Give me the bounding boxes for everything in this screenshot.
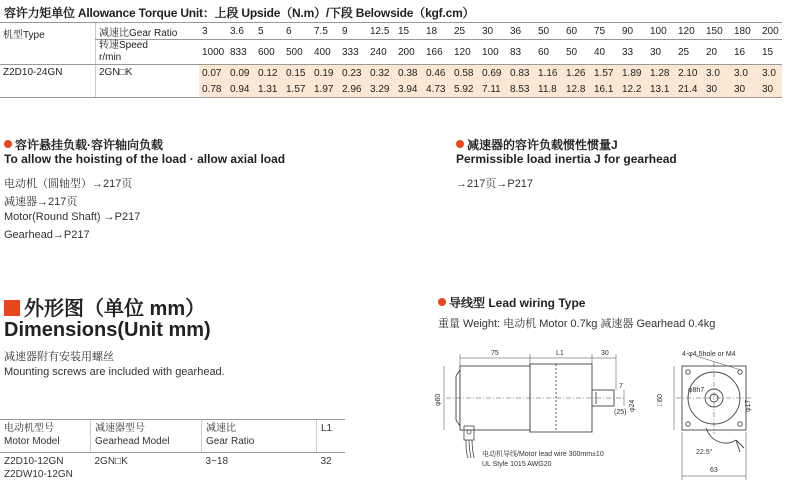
- bullet-icon: [456, 140, 464, 148]
- l1-cell: 32: [320, 456, 332, 467]
- model-table-row: [0, 453, 345, 484]
- load-line: 电动机（圆轴型）→217页: [4, 178, 133, 190]
- belowside-cell: 12.2: [619, 81, 647, 98]
- dim-phi24: φ24: [629, 399, 636, 412]
- speed-cell: 33: [619, 40, 647, 65]
- belowside-cell: 1.57: [283, 81, 311, 98]
- upside-cell: 0.19: [311, 65, 339, 82]
- speed-cell: 40: [591, 40, 619, 65]
- square-icon: [4, 300, 20, 316]
- col-gear-ratio-en: Gear Ratio: [206, 436, 255, 447]
- speed-cell: 83: [507, 40, 535, 65]
- belowside-cell: 1.97: [311, 81, 339, 98]
- ratio-cell: 5: [255, 23, 283, 40]
- load-heading-cn: [4, 136, 163, 153]
- dimension-drawing: [436, 348, 796, 488]
- upside-cell: 0.69: [479, 65, 507, 82]
- belowside-cell: 7.11: [479, 81, 507, 98]
- speed-cell: 240: [367, 40, 395, 65]
- belowside-cell: 30: [759, 81, 782, 98]
- speed-cell: 600: [255, 40, 283, 65]
- inertia-line: →217页→P217: [456, 178, 534, 190]
- gearhead-model: 2GN□K: [96, 65, 200, 98]
- load-line: 减速器→217页: [4, 196, 78, 208]
- belowside-cell: 12.8: [563, 81, 591, 98]
- speed-cell: 16: [731, 40, 759, 65]
- belowside-cell: 5.92: [451, 81, 479, 98]
- ratio-cell: 120: [675, 23, 703, 40]
- belowside-cell: 16.1: [591, 81, 619, 98]
- load-line: Gearhead→P217: [4, 229, 90, 241]
- motor-model-2: Z2DW10-12GN: [4, 469, 73, 480]
- dim-63: 63: [710, 467, 718, 474]
- dimensions-title-en: Dimensions(Unit mm): [4, 319, 211, 341]
- ratio-cell: 3: [199, 23, 227, 40]
- model-table: [0, 419, 345, 483]
- col-gear-ratio-cn: 减速比: [206, 423, 236, 434]
- speed-cell: 200: [395, 40, 423, 65]
- inertia-heading-cn: [456, 136, 618, 153]
- speed-cell: 25: [675, 40, 703, 65]
- dim-phi17: φ17: [745, 399, 752, 412]
- upside-cell: 0.23: [339, 65, 367, 82]
- motor-side-view: [446, 364, 626, 432]
- dimensions-title-cn-text: 外形图（单位 mm）: [24, 298, 206, 320]
- ratio-cell: 9: [339, 23, 367, 40]
- bullet-icon: [438, 298, 446, 306]
- upside-cell: 3.0: [759, 65, 782, 82]
- wire-note-2: UL Style 1015 AWG20: [482, 461, 552, 468]
- speed-cell: 20: [703, 40, 731, 65]
- belowside-cell: 2.96: [339, 81, 367, 98]
- speed-label: [96, 40, 200, 65]
- ratio-cell: 30: [479, 23, 507, 40]
- speed-cell: 500: [283, 40, 311, 65]
- col-motor-model-cn: 电动机型号: [4, 423, 54, 434]
- load-heading-en: To allow the hoisting of the load · allow axial load: [4, 152, 286, 166]
- ratio-cell: 60: [563, 23, 591, 40]
- inertia-heading-cn-text: 减速器的容许负载惯性惯量J: [467, 138, 618, 152]
- col-gear-ratio: [202, 420, 317, 453]
- dim-225: 22.5°: [696, 449, 713, 456]
- speed-cell: 166: [423, 40, 451, 65]
- belowside-cell: 0.94: [227, 81, 255, 98]
- upside-cell: 3.0: [703, 65, 731, 82]
- belowside-cell: 3.29: [367, 81, 395, 98]
- upside-cell: 2.10: [675, 65, 703, 82]
- upside-cell: 1.26: [563, 65, 591, 82]
- upside-cell: 0.15: [283, 65, 311, 82]
- ratio-cell: 36: [507, 23, 535, 40]
- ratio-cell: 200: [759, 23, 782, 40]
- ratio-cell: 3.6: [227, 23, 255, 40]
- gearhead-model-cell: 2GN□K: [94, 456, 128, 467]
- ratio-cell: 50: [535, 23, 563, 40]
- col-l1: L1: [317, 420, 346, 453]
- ratio-cell: 180: [731, 23, 759, 40]
- speed-cell: 120: [451, 40, 479, 65]
- upside-cell: 1.28: [647, 65, 675, 82]
- upside-cell: 0.32: [367, 65, 395, 82]
- dim-box60: □60: [657, 393, 664, 406]
- wiring-weight: 重量 Weight: 电动机 Motor 0.7kg 减速器 Gearhead 0.4kg: [438, 318, 716, 330]
- load-line: Motor(Round Shaft) →P217: [4, 211, 141, 223]
- ratio-cell: 12.5: [367, 23, 395, 40]
- belowside-cell: 13.1: [647, 81, 675, 98]
- motor-model: Z2D10-24GN: [0, 65, 96, 98]
- motor-models: [0, 453, 91, 484]
- col-gearhead-model-cn: 减速器型号: [95, 423, 145, 434]
- upside-cell: 1.57: [591, 65, 619, 82]
- belowside-cell: 3.94: [395, 81, 423, 98]
- ratio-cell: 18: [423, 23, 451, 40]
- wiring-heading: [438, 294, 585, 311]
- inertia-heading-en: Permissible load inertia J for gearhead: [456, 152, 677, 166]
- upside-cell: 0.09: [227, 65, 255, 82]
- upside-cell: 0.12: [255, 65, 283, 82]
- ratio-cell: 90: [619, 23, 647, 40]
- ratio-cell: 6: [283, 23, 311, 40]
- ratio-cell: 150: [703, 23, 731, 40]
- dim-l1: L1: [556, 350, 564, 357]
- speed-cell: 833: [227, 40, 255, 65]
- lead-wires-icon: [464, 426, 474, 458]
- ratio-label: 减速比Gear Ratio: [96, 23, 200, 40]
- wiring-heading-text: 导线型 Lead wiring Type: [449, 296, 586, 310]
- ratio-cell: 75: [591, 23, 619, 40]
- ratio-cell: 100: [647, 23, 675, 40]
- gear-ratio-cell: 3~18: [205, 456, 229, 467]
- load-heading-cn-text: 容许悬挂负载·容许轴向负载: [15, 138, 163, 152]
- ratio-cell: 15: [395, 23, 423, 40]
- belowside-cell: 0.78: [199, 81, 227, 98]
- belowside-cell: 4.73: [423, 81, 451, 98]
- dim-phi60: φ60: [435, 393, 442, 406]
- upside-cell: 0.83: [507, 65, 535, 82]
- ratio-row: [0, 23, 782, 40]
- upside-cell: 0.38: [395, 65, 423, 82]
- upside-cell: 3.0: [731, 65, 759, 82]
- speed-cell: 15: [759, 40, 782, 65]
- belowside-cell: 21.4: [675, 81, 703, 98]
- speed-cell: 60: [535, 40, 563, 65]
- dimensions-note-cn: 减速器附有安装用螺丝: [4, 351, 114, 363]
- dim-30: 30: [601, 350, 609, 357]
- col-gearhead-model: [91, 420, 202, 453]
- speed-cell: 100: [479, 40, 507, 65]
- speed-label-text: 转速Speed: [99, 40, 148, 51]
- bullet-icon: [4, 140, 12, 148]
- dim-phi8h7: φ8h7: [688, 387, 705, 394]
- speed-unit: r/min: [99, 52, 122, 63]
- speed-cell: 50: [563, 40, 591, 65]
- upside-cell: 1.16: [535, 65, 563, 82]
- dim-key: (25): [614, 409, 627, 416]
- speed-cell: 333: [339, 40, 367, 65]
- speed-cell: 30: [647, 40, 675, 65]
- speed-cell: 400: [311, 40, 339, 65]
- dim-75: 75: [491, 350, 499, 357]
- ratio-cell: 25: [451, 23, 479, 40]
- motor-front-view: [676, 362, 752, 452]
- model-label: 机型Type: [0, 23, 96, 65]
- speed-cell: 1000: [199, 40, 227, 65]
- speed-row: [0, 40, 782, 65]
- belowside-cell: 8.53: [507, 81, 535, 98]
- belowside-cell: 11.8: [535, 81, 563, 98]
- col-motor-model: [0, 420, 91, 453]
- torque-table: [0, 22, 782, 98]
- belowside-cell: 30: [703, 81, 731, 98]
- belowside-cell: 30: [731, 81, 759, 98]
- ratio-cell: 7.5: [311, 23, 339, 40]
- col-motor-model-en: Motor Model: [4, 436, 60, 447]
- belowside-cell: 1.31: [255, 81, 283, 98]
- upside-cell: 0.46: [423, 65, 451, 82]
- model-table-header: [0, 420, 345, 453]
- wire-note-1: 电动机导线/Motor lead wire 300mm±10: [482, 451, 604, 458]
- dimensions-note-en: Mounting screws are included with gearhead.: [4, 366, 225, 378]
- torque-title: 容许力矩单位 Allowance Torque Unit：上段 Upside（N.m）/下段 Belowside（kgf.cm）: [4, 6, 475, 20]
- dimensions-title-cn: [4, 292, 205, 321]
- upside-cell: 0.58: [451, 65, 479, 82]
- col-gearhead-model-en: Gearhead Model: [95, 436, 170, 447]
- dim-hole: 4-φ4.5hole or M4: [682, 351, 736, 358]
- upside-row: [0, 65, 782, 82]
- upside-cell: 1.89: [619, 65, 647, 82]
- motor-model-1: Z2D10-12GN: [4, 456, 64, 467]
- dim-7: 7: [619, 383, 623, 390]
- upside-cell: 0.07: [199, 65, 227, 82]
